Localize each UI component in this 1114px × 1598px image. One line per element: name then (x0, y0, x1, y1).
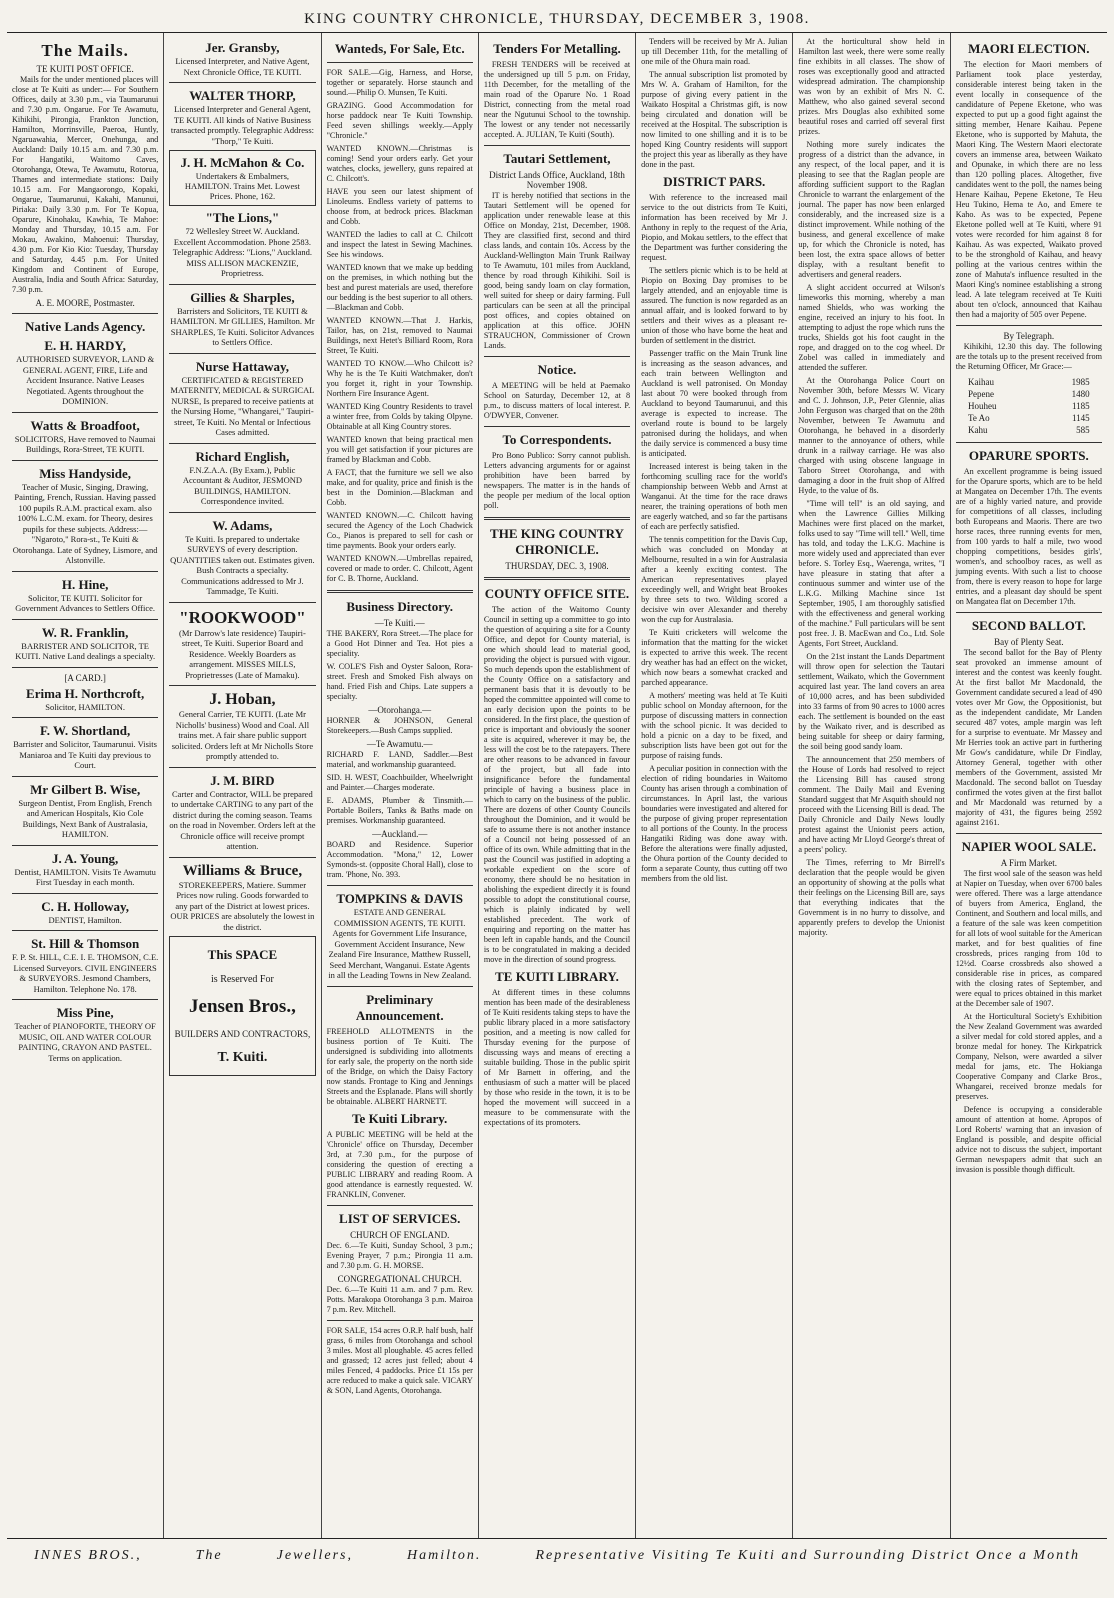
column-2 (164, 33, 321, 1538)
divider (169, 284, 315, 285)
news-par: At the horticultural show held in Hamilton last week, there were some really fine exhibits in all classes. The show of roses was exceptionally good and attracted widespread admiration. The championship was won by an exhibit of Mrs N. C. Matthew, who also gained several second prizes. Mrs Douglas also exhibited some beautiful roses and carried off several first prizes. (798, 37, 945, 136)
ad-name: J. Hoban, (209, 691, 276, 708)
paper-date: THURSDAY, DEC. 3, 1908. (505, 561, 609, 571)
divider (169, 443, 315, 444)
divider (956, 612, 1102, 613)
gillies-ad (169, 290, 315, 348)
tekuiti-subheading: —Te Kuiti.— (374, 618, 425, 628)
poll-votes: 585 (1076, 425, 1090, 435)
classified-ad: WANTED KNOWN.—That J. Harkis, Tailor, has, on 21st, removed to Naumai Buildings, next Hetet's Billiard Room, Rora Street, Te Kuiti. (326, 316, 473, 355)
footer-part: INNES BROS., (34, 1548, 142, 1563)
tompkins-ad (327, 891, 473, 981)
directory-entry: HORNER & JOHNSON, General Storekeepers.—Bush Camps supplied. (326, 716, 473, 735)
ad-name: Nurse Hattaway, (195, 358, 289, 374)
classified-ad: A FACT, that the furniture we sell we also make, and for quality, price and finish is the best in the Dominion.—Blackman and Cobb. (326, 468, 473, 507)
divider (12, 667, 158, 668)
ad-text: Teacher of Music, Singing, Drawing, Painting, French, Russian. Having passed 100 pupils R.A.M. practical exam. also 100% L.C.M. exam. for Theory, desires pupils for these subjects. Address:— "Ngaroto," Rora-st., Te Kuiti & Otorohanga. Late of Sydney, Lismore, and Alstonville. (12, 481, 158, 565)
wool-heading: NAPIER WOOL SALE. (961, 839, 1097, 854)
church-england-heading: CHURCH OF ENGLAND. (350, 1229, 450, 1240)
ad-text: ESTATE AND GENERAL COMMISSION AGENTS, TE KUITI. Agents for Government Life Insurance, Government Accident Insurance, New Zealand Fire Insurance, Matthew Russell, Seed Merchant, Wanganui. Estate Agents in all the Leading Towns in New Zealand. (328, 907, 472, 980)
directory-entry: THE BAKERY, Rora Street.—The place for a Good Hot Dinner and Tea. Hot pies a speciality. (326, 629, 473, 658)
news-par: The announcement that 250 members of the House of Lords had resolved to reject the Licensing Bill has caused strong comment. The Daily Mail and Evening Standard suggest that Mr Asquith should not proceed with the Licensing Bill is dead. The Daily Chronicle and Daily News loudly protest against the Unionist peers action, and have acting Mr Lloyd George's threat of a peers' policy. (798, 755, 945, 854)
ad-name: Williams & Bruce, (182, 862, 303, 879)
poll-candidate: Te Ao (968, 413, 990, 423)
ad-name: W. Adams, (212, 517, 273, 533)
notice-text: A MEETING will be held at Paemako School on Saturday, December 12, at 8 p.m., to discuss matters of local interest. P. O'DWYER, Convener. (483, 381, 631, 420)
tenders-text: FRESH TENDERS will be received at the undersigned up till 5 p.m. on Friday, 11th December, for the metalling of the main road of the Oparure No. 1 Road District, connecting from the metal road near the Ngutunui School to the township. The lowest or any tender not necessarily accepted. A. JULIAN, Te Kuiti (South). (483, 60, 631, 139)
telegraph-heading: By Telegraph. (1003, 331, 1055, 341)
table-row (965, 377, 1093, 387)
ad-text: Barristers and Solicitors, TE KUITI & HAMILTON. Mr GILLIES, Hamilton. Mr SHARPLES, Te Kuiti. Solicitor Advances to Settlers Office. (170, 305, 315, 347)
ballot-text: The second ballot for the Bay of Plenty seat provoked an immense amount of interest and the contest was keenly fought. At the first ballot Mr Macdonald, the Government candidate secured a lead of 490 votes over Mr Gow, the Oppositionist, but as the independent candidate, Mr Landen secured 487 votes, ample margin was left for a surprise to eventuate. Mr Massey and Mr Herries took an active part in furthering Mr Gow's candidature, while Dr Findlay, Attorney General, together with other members of the Government, assisted Mr Macdonald. The second ballot on Tuesday confirmed the votes given at the first ballot and Mr Macdonald was returned by a majority of 431, the figures being 2592 against 2161. (955, 648, 1102, 827)
ad-text: General Carrier, TE KUITI. (Late Mr Nicholls' business) Wood and Coal. All trains met. A fair share public support solicited. Orders left at Mr Nicholls Store promptly attended to. (171, 709, 314, 761)
ad-text: BARRISTER AND SOLICITOR, TE KUITI. Native Land dealings a specialty. (15, 640, 156, 661)
column-6 (793, 33, 950, 1538)
ad-name: J. H. McMahon & Co. (180, 155, 305, 170)
ad-name: J. A. Young, (51, 850, 119, 866)
divider (12, 845, 158, 846)
column-5 (636, 33, 793, 1538)
divider (484, 517, 630, 520)
district-pars-heading: DISTRICT PARS. (663, 174, 766, 189)
ad-name: "ROOKWOOD" (179, 607, 306, 627)
divider (169, 82, 315, 83)
postmaster: A. E. MOORE, Postmaster. (35, 298, 135, 308)
services-heading: LIST OF SERVICES. (339, 1210, 461, 1226)
masthead (7, 6, 1107, 33)
paper-name: THE KING COUNTRY CHRONICLE. (490, 526, 624, 557)
county-text: The action of the Waitomo County Council in setting up a committee to go into the question of acquiring a site for a County Office, and depot for County material, is one which should lead to material good, providing the object is pursued with vigour. So much depends upon the establishment of the County Office on a satisfactory and permanent basis that it is devoutly to be hoped the committee appointed will come to an early decision upon the points to be considered. In the first place, the question of price is important and obviously the sooner a site is acquired, wherever it may be, the less will the cost be to the ratepayers. There are other reasons to be advanced in favour of the project, but all fade into insignificance before the fundamental principle of having a business place in which to carry on the business of the public. There are dozens of other County Councils throughout the Dominion, and it would be safe to assume there is not another instance of a Council not being possessed of an office of its own. While admitting that in the past the Council was justified in adopting a workable expedient on the score of economy, there should be no hesitation in abolishing the expedient directly it is found possible to adopt the constitutional course, which is plainly indicated by well established precedent. The work of enquiring and reporting on the matter has been left in capable hands, and the Council is to be congratulated in making a decided move in the direction of sound progress. (483, 605, 631, 964)
district-par: Increased interest is being taken in the forthcoming sculling race for the world's championship between Webb and Arnst at Wanganui. At the time for the race draws nearer, the training operations of both men are eagerly watched, and so far the partisans of each are perfectly satisfied. (641, 462, 788, 531)
ballot-heading: SECOND BALLOT. (971, 618, 1086, 633)
ad-text: Dentist, HAMILTON. Visits Te Awamutu First Tuesday in each month. (14, 866, 156, 887)
for-sale-text: FOR SALE, 154 acres O.R.P. half bush, half grass, 6 miles from Otorohanga and school 3 miles. Most all ploughable. 45 acres felled and grassed; 12 acres just felled; about 4 miles Fenced, 4 paddocks. Price £1 15s per acre reduced to make a quick sale. VICARY & SON, Land Agents, Otorohanga. (326, 1325, 473, 1395)
ad-name: H. Hine, (61, 576, 109, 592)
divider (169, 857, 315, 858)
news-par: "Time will tell" is an old saying, and when the Lawrence Gillies Milking Machines were first placed on the market, folks used to say "Time will tell." Well, time has told, and today the L.K.G. Machine is more widely used and appreciated than ever before. S. Torley Esq., Waerenga, writes, "I have pleasure in stating that after a continuous summer and winter use of the L.K.G. Milking Machine since 1st September, 1905, I am thoroughly satisfied with the effectiveness and general working of the machine." Full particulars will be sent post free. J. B. MacEwan and Co., Ltd. Sole Agents, Fort Street, Auckland. (798, 499, 945, 648)
space-line-3: BUILDERS AND CONTRACTORS, (174, 1028, 311, 1039)
divider (327, 986, 473, 987)
bird-ad (169, 773, 315, 852)
thorp-ad (169, 88, 315, 146)
ad-text: (Mr Darrow's late residence) Taupiri-street, Te Kuiti. Superior Board and Residence. Weekly Boarders as arrangement. MISSES MILLS, Proprietresses (Late of Mamaku). (179, 627, 306, 680)
teawamutu-subheading: —Te Awamutu.— (366, 739, 433, 749)
poll-candidate: Kahu (968, 425, 988, 435)
ad-text: Undertakers & Embalmers, HAMILTON. Trains Met. Lowest Prices. Phone, 162. (184, 171, 300, 201)
correspondents-heading: To Correspondents. (502, 432, 612, 447)
divider (956, 442, 1102, 443)
footer-part: Hamilton. (407, 1548, 482, 1563)
divider (169, 685, 315, 686)
poll-votes: 1145 (1071, 413, 1090, 423)
wanted-heading: Wanteds, For Sale, Etc. (334, 41, 465, 56)
ad-name: St. Hill & Thomson (31, 936, 140, 951)
divider (484, 426, 630, 427)
library-meeting-heading: Te Kuiti Library. (352, 1110, 448, 1126)
footer-part: Representative Visiting Te Kuiti and Surrounding District Once a Month (535, 1548, 1080, 1563)
defence-text: Defence is occupying a considerable amount of attention at home. Apropos of Lord Roberts' warning that an invasion of England is possible, and despite official advice not to discuss the subject, important German newspapers admit that such an invasion is possible though difficult. (955, 1105, 1102, 1174)
classified-ad: GRAZING. Good Accommodation for horse paddock near Te Kuiti Township. Feed seven shillings weekly.—Apply "Chronicle." (326, 101, 473, 140)
divider (169, 767, 315, 768)
ad-text: STOREKEEPERS, Matiere. Summer Prices now ruling. Goods forwarded to any part of the District at lowest prices. OUR PRICES are absolutely the lowest in the district. (170, 879, 315, 932)
ad-text: Solicitor, TE KUITI. Solicitor for Government Advances to Settlers Office. (15, 592, 156, 613)
column-7 (951, 33, 1107, 1538)
divider (12, 412, 158, 413)
oparure-heading: OPARURE SPORTS. (968, 448, 1089, 463)
ad-name: Richard English, (195, 448, 290, 464)
ad-name: Erima H. Northcroft, (26, 685, 145, 701)
news-par: A slight accident occurred at Wilson's limeworks this morning, whereby a man named Shields, who was working the engine, received an injury to his foot. In attempting to adjust the rope which runs the trucks, Shields got his foot caught in the rope, and dragged on to the cog wheel. Dr Zobel was called in immediately and attended the sufferer. (798, 283, 945, 372)
space-name: Jensen Bros., (189, 995, 296, 1017)
divider (484, 145, 630, 146)
divider (12, 999, 158, 1000)
divider (12, 930, 158, 931)
native-lands-heading: Native Lands Agency. (25, 319, 146, 334)
rookwood-ad (169, 608, 315, 681)
table-row (965, 389, 1093, 399)
table-row (965, 413, 1093, 423)
district-par: Passenger traffic on the Main Trunk line is increasing as the season advances, and each train between Wellington and Auckland is well patronised. On Monday last about 70 were booked through from Auckland to beyond Taumarunui, and this average is expected to increase. The overland route is bound to be largely patronised during the holidays, and when the daily service is commenced a busy time is anticipated. (641, 349, 788, 458)
church-text: Dec. 6.—Te Kuiti, Sunday School, 3 p.m.; Evening Prayer, 7 p.m.; Pirongia 11 a.m. and 7.30 p.m. G. H. MORSE. (326, 1240, 473, 1270)
business-directory-heading: Business Directory. (346, 599, 454, 614)
hardy-ad (12, 338, 158, 407)
horticultural-text: At the Horticultural Society's Exhibition the New Zealand Government was awarded a silver medal for cold stored apples, and a bronze medal for honey. The Kirkpatrick Company, Nelson, were awarded a silver medal for jams, etc. The Hokianga Cooperative Company and Clarke Bros., Whangarei, received bronze medals for preserves. (955, 1012, 1102, 1101)
ad-text: F.N.Z.A.A. (By Exam.), Public Accountant & Auditor, JESMOND BUILDINGS, HAMILTON. Correspondence invited. (182, 464, 302, 506)
handyside-ad (12, 466, 158, 566)
classified-ad: FOR SALE.—Gig, Harness, and Horse, together or separately. Horse staunch and sound.—Philip O. Munsen, Te Kuiti. (326, 68, 473, 97)
footer-advert (7, 1539, 1107, 1573)
mcmahon-ad (169, 150, 315, 206)
news-par: At the Otorohanga Police Court on November 30th, before Messrs W. Vicary and C. J. Johnson, J.P., Peter Glennie, alias John Ferguson was charged that on the 28th November, between Te Awamutu and Otorohanga, he behaved in a disorderly manner to the annoyance of others, while drunk in a railway carriage. He was also charged with using obscene language in Taboro Street Otorohanga, and with damaging a door in the fruit shop of Alfred Hyde, to the value of 8s. (798, 376, 945, 495)
classified-ad: WANTED known that we make up bedding on the premises, in which nothing but the best and purest materials are used, therefore our bedding is the best superior to all others. —Blackman and Cobb. (326, 263, 473, 312)
poll-votes: 1185 (1071, 401, 1090, 411)
divider (327, 1205, 473, 1206)
divider (484, 356, 630, 357)
watts-ad (12, 418, 158, 455)
footer-part: Jewellers, (276, 1548, 354, 1563)
county-heading: COUNTY OFFICE SITE. (484, 586, 630, 601)
ad-name: J. M. BIRD (210, 772, 275, 788)
library-text: At different times in these columns mention has been made of the desirableness of Te Kuiti residents taking steps to have the public library placed in a more satisfactory position, and a meeting is now called for Thursday evening for the purpose of discussing ways and means of erecting a suitable building. Those in the public spirit of Mr Barnett in offering, and the enthusiasm of such a matter will be placed by those who reside in the town, it is to be hoped the movement will succeed in a measure to be commensurate with the expectations of its promoters. (483, 988, 631, 1127)
wise-ad (12, 782, 158, 840)
library-heading: TE KUITI LIBRARY. (495, 969, 619, 984)
poll-votes: 1480 (1071, 389, 1090, 399)
district-par: Te Kuiti cricketers will welcome the information that the matting for the wicket is expected to arrive this week. The recent dry weather has had an effect on the wicket, which now bears a somewhat cracked and parched appearance. (641, 628, 788, 687)
auckland-subheading: —Auckland.— (372, 829, 428, 839)
franklin-ad (12, 625, 158, 662)
ad-text: DENTIST, Hamilton. (48, 914, 122, 925)
ad-text: F. P. St. HILL, C.E. I. E. THOMSON, C.E. Licensed Surveyors. CIVIL ENGINEERS & SURVEYORS. Jesmond Chambers, Hamilton. Telephone No. 178. (12, 952, 159, 994)
ad-name: Gillies & Sharples, (190, 289, 295, 305)
directory-entry: W. COLE'S Fish and Oyster Saloon, Rora-street. Fresh and Smoked Fish always on hand. Fried Fish and Chips. Late suppers a specialty. (326, 662, 473, 701)
divider (12, 619, 158, 620)
poll-candidate: Houheu (968, 401, 997, 411)
footer-part: The (195, 1548, 223, 1563)
prelim-text: FREEHOLD ALLOTMENTS in the business portion of Te Kuiti. The undersigned is subdividing into allotments for early sale, the property on the north side of the Bridge, on which the Daisy Factory now stands. Frontage to King and Jennings Streets and the Esplanade. Plans will shortly be obtainable. ALBERT HARNETT. (326, 1026, 473, 1106)
ad-name: Watts & Broadfoot, (30, 417, 140, 433)
tenders-heading: Tenders For Metalling. (493, 41, 621, 56)
classified-ad: WANTED TO KNOW.—Who Chilcott is? Why he is the Te Kuiti Watchmaker, don't you forget it, right in your Township. Northern Fire Insurance Agent. (326, 359, 473, 398)
mails-heading: The Mails. (41, 41, 129, 60)
divider (12, 776, 158, 777)
english-ad (169, 449, 315, 507)
ad-text: AUTHORISED SURVEYOR, LAND & GENERAL AGENT, FIRE, Life and Accident Insurance. Native Leases Negotiated. Agents throughout the DOMINION. (16, 354, 155, 406)
divider (12, 313, 158, 314)
news-par: The Times, referring to Mr Birrell's declaration that the people would be given an opportunity of showing at the polls what their feelings on the Licensing Bill are, says that everything indicates that the Government is in no hurry to dissolve, and apparently prefers to develop the Unionist majority. (798, 858, 945, 937)
ad-name: Miss Handyside, (39, 465, 132, 481)
ad-name: TOMPKINS & DAVIS (336, 891, 464, 906)
subscription-text: The annual subscription list promoted by Mrs W. A. Graham of Hamilton, for the purpose of giving every patient in the Waikato Hospital a Christmas gift, is now being circulated and donation will be received at the Hospital. The subscription is now limited to one shilling and it is to be hoped King Country residents will support the project this year as liberally as they have done in the past. (641, 70, 788, 169)
ad-text: Te Kuiti. Is prepared to undertake SURVEYS of every description. QUANTITIES taken out. Estimates given. Bush Contracts a specialty. Communications addressed to Mr J. Tammadge, Te Kuiti. (170, 533, 315, 596)
news-par: On the 21st instant the Lands Department will throw open for selection the Tautari settlement, Waikato, which the Government acquired last year. The land covers an area of 10,000 acres, and has been subdivided into 33 farms of from 90 acres to 1000 acres each. The settlement is bounded on the east by the Waikato river, and is described as being suitable for sheep or dairy farming, the soil being good sandy loam. (798, 652, 945, 751)
wool-subheading: A Firm Market. (1000, 858, 1057, 868)
poll-candidate: Kaihau (968, 377, 994, 387)
card-label: [A CARD.] (64, 672, 106, 683)
wool-text: The first wool sale of the season was held at Napier on Tuesday, when over 6700 bales were offered. There was a large attendance of buyers from America, England, the Continent, and Southern and local mills, and a feature of the sale was keen competition for all lots of wool suitable for the American market, and for best qualities of fine crossbreds, prices ranging from 10d to 12½d. Coarse crossbreds also showed a considerable rise in prices, as compared with the closing rates of September, and were equal to prices obtained in this market at the December sale of 1907. (955, 869, 1102, 1008)
masthead-title: KING COUNTRY CHRONICLE, THURSDAY, DECEMBER 3, 1908. (304, 10, 810, 27)
ad-text: Carter and Contractor, WILL be prepared to undertake CARTING to any part of the district during the coming season. Teams on the road in November. Orders left at the Chronicle office will receive prompt attention. (169, 788, 316, 851)
post-office-heading: TE KUITI POST OFFICE. (36, 64, 134, 74)
divider (12, 571, 158, 572)
divider (169, 353, 315, 354)
directory-entry: BOARD and Residence. Superior Accommodation. "Mona," 12, Lower Symonds-st. (opposite Choral Hall), close to tram. 'Phone, No. 393. (326, 840, 473, 879)
classified-ad: HAVE you seen our latest shipment of Linoleums. Endless variety of patterns to choose from, at bedrock prices. Blackman and Cobb. (326, 187, 473, 226)
ad-name: Mr Gilbert B. Wise, (30, 781, 141, 797)
sthill-ad (12, 936, 158, 994)
ad-name: C. H. Holloway, (41, 898, 130, 914)
divider (169, 512, 315, 513)
ad-text: SOLICITORS, Have removed to Naumai Buildings, Rora-Street, TE KUITI. (14, 433, 156, 454)
nurse-ad (169, 359, 315, 438)
ad-name: F. W. Shortland, (40, 723, 131, 738)
district-par: The settlers picnic which is to be held at Piopio on Boxing Day promises to be largely attended, and an enjoyable time is assured. The function is now regarded as an annual affair, and is looked forward to by settlers and their wives as a pleasant re-union of those who have borne the heat and burden of settlement in the district. (641, 266, 788, 345)
adams-ad (169, 518, 315, 597)
divider (956, 833, 1102, 834)
williams-ad (169, 863, 315, 933)
tautari-text: IT is hereby notified that sections in the Tautari Settlement will be opened for application under renewable lease at this Office on Monday, 21st, December, 1908. They are classified first, second and third class lands, and contain 10s. Access by the Auckland-Wellington Main Trunk Railway to Te Awamutu, 101 miles from Auckland, thence by road through Kihikihi. Soil is good, being sandy loam on clay formation, well suited for sheep or dairy farming. Full particulars can be seen at all the principal post offices, and copies obtained on application at this office. JOHN STRAUCHON, Commissioner of Crown Lands. (483, 191, 631, 350)
maori-election-heading: MAORI ELECTION. (968, 41, 1090, 56)
holloway-ad (12, 899, 158, 926)
ad-text: 72 Wellesley Street W. Auckland. Excellent Accommodation. Phone 2583. Telegraphic Address: "Lions," Auckland. MISS ALLISON MACKENZIE, Proprietress. (172, 226, 313, 278)
district-par: A peculiar position in connection with the election of riding boundaries in Waitomo County has arisen through a combination of circumstances. In April last, the various boundaries were investigated and altered for the purpose of giving proper representation to all portions of the County. In the process Hangatiki Riding was done away with. Before the alterations were finally adjusted, the Ohura portion of the County decided to form a separate County, thus cutting off two members from the old list. (641, 764, 788, 883)
directory-entry: SID. H. WEST, Coachbuilder, Wheelwright and Painter.—Charges moderate. (326, 773, 473, 792)
divider (484, 577, 630, 580)
divider (12, 717, 158, 718)
ad-text: Teacher of PIANOFORTE, THEORY OF MUSIC, OIL AND WATER COLOUR PAINTING, CRAYON AND PASTEL. Terms on application. (14, 1021, 156, 1063)
directory-entry: E. ADAMS, Plumber & Tinsmith.—Portable Boilers, Tanks & Baths made on premises. Workmanship guaranteed. (326, 796, 473, 825)
notice-heading: Notice. (537, 362, 577, 377)
ad-name: W. R. Franklin, (41, 624, 129, 640)
ad-name: E. H. HARDY, (44, 338, 126, 353)
prelim-heading: Preliminary Announcement. (355, 991, 444, 1023)
poll-candidate: Pepene (968, 389, 994, 399)
ad-name: WALTER THORP, (189, 88, 296, 103)
classified-ad: WANTED KNOWN.—Christmas is coming! Send your orders early. Get your watches, clocks, jewellery, guns repaired at C. Chilcott's. (326, 144, 473, 183)
poll-results-table (963, 375, 1095, 437)
divider (327, 885, 473, 886)
young-ad (12, 851, 158, 888)
ad-text: Solicitor, HAMILTON. (45, 701, 125, 712)
congregational-text: Dec. 6.—Te Kuiti 11 a.m. and 7 p.m. Rev. Potts. Marakopa Otorohanga 3 p.m. Mairoa 7 p.m. Rev. Mitchell. (326, 1284, 473, 1314)
news-par: Nothing more surely indicates the progress of a district than the advance, in any respect, of the local paper, and it is pleasing to see that the Raglan people are affording sufficient support to the Raglan Chronicle to warrant the enlargement of the journal. The paper has now been enlarged considerably, and the increased size is a distinct improvement. While nothing of the business, and general excellence of make up, for which the Chronicle is noted, has been lost, the extra space allows of better display, with a resultant benefit to advertisers and general readers. (798, 140, 945, 279)
ad-name: "The Lions," (205, 210, 280, 225)
divider (327, 590, 473, 593)
ad-text: CERTIFICATED & REGISTERED MATERNITY, MEDICAL & SURGICAL NURSE, Is prepared to receive patients at the Nursing Home, "Whangarei," Taupiri-street, Te Kuiti. No Mental or Infectious Cases admitted. (170, 374, 315, 437)
ad-name: Miss Pine, (56, 1005, 114, 1020)
ballot-subheading: Bay of Plenty Seat. (994, 637, 1064, 647)
poll-votes: 1985 (1071, 377, 1090, 387)
divider (327, 1320, 473, 1321)
divider (12, 460, 158, 461)
column-3 (322, 33, 479, 1538)
district-par: With reference to the increased mail service to the out districts from Te Kuiti, information has been received by Mr J. Anthony in reply to the request of the Aria, Piopio, and Mokau settlers, to the effect that the Department was further considering the request. (641, 193, 788, 262)
newspaper-page (7, 6, 1107, 1586)
northcroft-ad (12, 686, 158, 713)
congregational-heading: CONGREGATIONAL CHURCH. (337, 1273, 462, 1284)
shortland-ad (12, 723, 158, 771)
column-1 (7, 33, 164, 1538)
hine-ad (12, 577, 158, 614)
otorohanga-subheading: —Otorohanga.— (368, 705, 432, 715)
space-line-4: T. Kuiti. (217, 1049, 268, 1065)
classified-ad: WANTED KNOWN.—Umbrellas repaired, covered or made to order. C. Chilcott, Agent for C. B. Thorne, Auckland. (326, 554, 473, 583)
tautari-heading: Tautari Settlement, (503, 151, 611, 166)
maori-election-text: The election for Maori members of Parliament took place yesterday, considerable interest being taken in the event locally in consequence of the candidature of Pepene Eketone, who was expected to put up a good fight against the sitting member, Henare Kaihau. Pepene Eketone, who is supported by Mahuta, the Maori King. The Western Maori electorate covers an immense area, between Waikato and Opunake, in which there are no less than 120 polling places. Altogether, five candidates went to the poll, the names being Henare Kaihau, Pepene Eketone, Te Heu Heu Tukino, Hema te Ao, and Emere te Kaho. As was to be expected, Pepene Eketone polled well at Te Kuiti, where 91 votes were recorded for him against 8 for Kaihau. As was expected, Waikato proved to be the stronghold of Kaihau, and heavy polling at the various centres within the zone of Mahuta's influence resulted in the Maori King's nominee establishing a strong lead. A late telegram received at Te Kuiti about ten o'clock, announced that Kaihau then had a majority of 505 over Pepene. (955, 60, 1102, 319)
hoban-ad (169, 691, 315, 762)
tender-notice-text: Tenders will be received by Mr A. Julian up till December 11th, for the metalling of one mile of the Ohura main road. (641, 37, 788, 66)
column-4 (479, 33, 636, 1538)
tautari-subheading: District Lands Office, Auckland, 18th November 1908. (489, 170, 625, 190)
space-line-1: This SPACE (207, 946, 278, 962)
ad-text: Surgeon Dentist, From English, French and American Hospitals, Kio Cole Buildings, Next Bank of Australasia, HAMILTON. (18, 797, 152, 839)
ad-text: Licensed Interpreter, and Native Agent, Next Chronicle Office, TE KUITI. (175, 56, 310, 77)
table-row (965, 425, 1093, 435)
divider (956, 325, 1102, 326)
mails-text: Mails for the under mentioned places will close at Te Kuiti as under:— For Southern Offices, daily at 3.30 p.m., via Taumarunui and 7.30 p.m. Ongarue. For Te Awamutu, Kihikihi, Pirongia, Frankton Junction, Hamilton, Morrinsville, Paeroa, Huntly, Ngaruawahia, Mercer, Onehunga, and Auckland: Daily 10.15 a.m. and 7.30 p.m. For Hangatiki, Waitomo Caves, Otorohanga, Otewa, Te Awamutu, Rotorua, Thames and intermediate stations: Daily 10.15 a.m. For Mangaorongo, Kopaki, Ongarue, Taumarunui, Kakahi, Manunui, Piriaka: Daily 3.30 p.m. For Te Kopua, Oparure, Kinohaku, Kawhia, Te Mahoe: Monday and Thursday, 10.15 a.m. For Mokau, Awakino, Mahoenui: Thursday, 4.30 p.m. For Kio Kio: Tuesday, Thursday and Saturday, 4.45 p.m. For United Kingdom and Continent of Europe, Australia, India and South Africa: Saturday, 7.30 p.m. (12, 75, 159, 294)
district-par: The tennis competition for the Davis Cup, which was concluded on Monday at Melbourne, resulted in a win for Australasia after a keenly exciting contest. The American representatives played exceedingly well, and Wright beat Brookes by three sets to two. Wilding scored a decisive win over Alexander and thereby won the cup for Australasia. (641, 535, 788, 624)
library-meeting-text: A PUBLIC MEETING will be held at the 'Chronicle' office on Thursday, December 3rd, at 7.30 p.m., for the purpose of considering the question of erecting a PUBLIC LIBRARY and reading Room. A good attendance is earnestly requested. W. FRANKLIN, Convener. (326, 1129, 473, 1199)
gransby-ad (169, 40, 315, 77)
ad-text: Licensed Interpreter and General Agent, TE KUITI. All kinds of Native Business transacted promptly. Telegraphic Address: "Thorp," Te Kuiti. (170, 104, 314, 146)
columns (7, 33, 1107, 1539)
reserved-space-ad (169, 936, 315, 1076)
divider (327, 62, 473, 63)
pine-ad (12, 1005, 158, 1063)
space-line-2: is Reserved For (211, 973, 274, 985)
oparure-text: An excellent programme is being issued for the Oparure sports, which are to be held at Mangatea on December 17th. The events are of a highly varied nature, and provide for competitions of all classes, including both Europeans and Maoris. There are two horse races, three running events for men, from 100 yards to half a mile, two wood chopping competitions, besides girls', women's, and schoolboy races, as well as jumping events. With such a list to choose from, there is every reason to hope for large entries, and a pleasant day should be spent on Mangatea flat on December 17th. (955, 467, 1102, 606)
directory-entry: RICHARD F. LAND, Saddler.—Best material, and workmanship guaranteed. (326, 750, 473, 769)
classified-ad: WANTED KNOWN.—C. Chilcott having secured the Agency of the Loch Chadwick Co., Pianos is prepared to sell for cash or time payments. Book your orders early. (326, 511, 473, 550)
table-row (965, 401, 1093, 411)
ad-name: Jer. Gransby, (205, 40, 280, 55)
ad-text: Barrister and Solicitor, Taumarunui. Visits Maniaroa and Te Kuiti day previous to Court. (13, 739, 157, 770)
lions-ad (169, 210, 315, 279)
divider (12, 893, 158, 894)
divider (169, 602, 315, 603)
classified-ad: WANTED the ladies to call at C. Chilcott and inspect the latest in Sewing Machines. See his windows. (326, 230, 473, 259)
classified-ad: WANTED known that being practical men you will get satisfaction if your pictures are framed by Blackman and Cobb. (326, 435, 473, 464)
telegraph-text: Kihikihi, 12.30 this day. The following are the totals up to the present received from the Returning Officer, Mr Grace:— (955, 342, 1102, 371)
district-par: A mothers' meeting was held at Te Kuiti public school on Monday afternoon, for the purpose of discussing matters in connection with the school picnic. It was decided to hold a picnic on a day to be fixed, and subscription lists have been got out for the purpose of raising funds. (641, 691, 788, 760)
classified-ad: WANTED King Country Residents to travel a winter free, from Colds by taking Olpyne. Obtainable at all King Country stores. (326, 402, 473, 431)
correspondents-text: Pro Bono Publico: Sorry cannot publish. Letters advancing arguments for or against prohibition have been barred by newspapers. The matter is in the hands of the people per medium of the local option poll. (483, 451, 631, 510)
